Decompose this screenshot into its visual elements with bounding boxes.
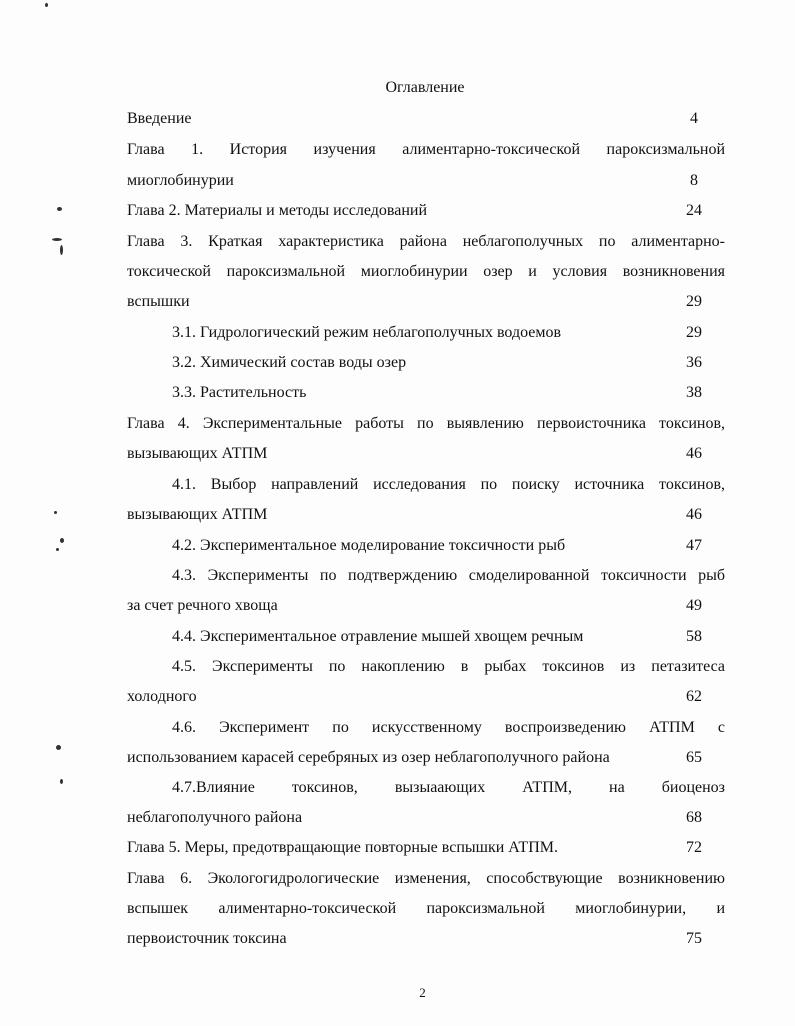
toc-entry [127, 352, 725, 374]
toc-entry-text: Глава 3. Краткая характеристика района неблагополучных по алиментарно- [127, 233, 725, 250]
toc-entry-text: вызывающих АТПМ [127, 445, 268, 462]
toc-entry [127, 535, 725, 557]
toc-entry [127, 777, 725, 799]
toc-entry-page: 4 [690, 110, 698, 127]
toc-entry-text: 3.2. Химический состав воды озер [172, 354, 407, 371]
toc-entry [127, 443, 725, 465]
toc-entry [127, 717, 725, 739]
toc-entry [127, 626, 725, 648]
toc-entry-text: 4.7.Влияние токсинов, вызыаающих АТПМ, на биоценоз [172, 779, 725, 796]
scan-speck [54, 511, 57, 514]
toc-entry [127, 231, 725, 253]
toc-entry-text: 3.3. Растительность [172, 384, 307, 401]
toc-entry [127, 139, 725, 161]
toc-entry [127, 837, 725, 859]
toc-entry-text: 4.1. Выбор направлений исследования по поиску источника токсинов, [172, 476, 725, 493]
toc-entry [127, 200, 725, 222]
toc-entry-text: вспышек алиментарно-токсической пароксизмальной миоглобинурии, и [127, 900, 725, 917]
toc-entry-text: Глава 6. Экологогидрологические изменения, способствующие возникновению [127, 870, 725, 887]
scan-speck [60, 245, 63, 255]
scan-speck [52, 238, 62, 241]
toc-entry [127, 868, 725, 890]
toc-entry-page: 72 [686, 839, 702, 856]
toc-entry-page: 68 [686, 809, 702, 826]
toc-entry [127, 898, 725, 920]
toc-entry [127, 504, 725, 526]
toc-entry [127, 170, 725, 192]
page-number: 2 [419, 985, 426, 1000]
toc-entry-text: 4.6. Эксперимент по искусственному воспроизведению АТПМ с [172, 719, 725, 736]
toc-entry-text: миоглобинурии [127, 172, 234, 189]
page-title: Оглавление [385, 79, 465, 96]
toc-entry-text: Глава 4. Экспериментальные работы по выявлению первоисточника токсинов, [127, 415, 725, 432]
toc-entry-page: 38 [686, 384, 702, 401]
scan-speck [60, 779, 63, 784]
toc-entry [127, 474, 725, 496]
scan-speck [56, 745, 61, 750]
toc-entry-page: 29 [686, 324, 702, 341]
toc-entry-text: холодного [127, 688, 197, 705]
toc-entry-text: Глава 1. История изучения алиментарно-токсической пароксизмальной [127, 141, 725, 158]
toc-entry-text: Глава 5. Меры, предотвращающие повторные вспышки АТПМ. [127, 839, 558, 856]
toc-entry [127, 382, 725, 404]
toc-entry [127, 565, 725, 587]
toc-entry [127, 322, 725, 344]
toc-entry-text: первоисточник токсина [127, 930, 287, 947]
toc-entry-text: вспышки [127, 293, 190, 310]
scan-speck [45, 3, 48, 7]
toc-entry [127, 413, 725, 435]
toc-entry-text: 3.1. Гидрологический режим неблагополучных водоемов [172, 324, 562, 341]
toc-entry [127, 747, 725, 769]
toc-entry-page: 46 [686, 445, 702, 462]
scan-speck [60, 538, 64, 543]
toc-entry-page: 8 [690, 172, 698, 189]
toc-entry-page: 58 [686, 628, 702, 645]
toc-entry-page: 65 [686, 749, 702, 766]
scan-speck [57, 207, 62, 211]
toc-entry-page: 49 [686, 597, 702, 614]
toc-entry [127, 928, 725, 950]
toc-entry-text: 4.4. Экспериментальное отравление мышей хвощем речным [172, 628, 584, 645]
toc-entry-text: использованием карасей серебряных из озер неблагополучного района [127, 749, 610, 766]
toc-entry-text: неблагополучного района [127, 809, 303, 826]
toc-entry-page: 36 [686, 354, 702, 371]
toc-entry-page: 75 [686, 930, 702, 947]
toc-entry-page: 46 [686, 506, 702, 523]
scan-speck [56, 548, 59, 551]
toc-entry [127, 595, 725, 617]
toc-entry [127, 656, 725, 678]
toc-entry [127, 261, 725, 283]
toc-entry [127, 108, 725, 130]
toc-entry-text: вызывающих АТПМ [127, 506, 268, 523]
toc-entry-text: 4.5. Эксперименты по накоплению в рыбах токсинов из петазитеса [172, 658, 725, 675]
toc-entry-text: Введение [127, 110, 192, 127]
toc-entry-page: 29 [686, 293, 702, 310]
toc-entry [127, 291, 725, 313]
toc-entry-text: 4.3. Эксперименты по подтверждению смоделированной токсичности рыб [172, 567, 725, 584]
toc-entry-text: 4.2. Экспериментальное моделирование токсичности рыб [172, 537, 566, 554]
toc-entry [127, 807, 725, 829]
toc-entry-page: 24 [686, 202, 702, 219]
toc-entry-text: за счет речного хвоща [127, 597, 278, 614]
toc-entry-text: токсической пароксизмальной миоглобинурии озер и условия возникновения [127, 263, 725, 280]
toc-entry-page: 47 [686, 537, 702, 554]
toc-entry [127, 686, 725, 708]
toc-entry-text: Глава 2. Материалы и методы исследований [127, 202, 428, 219]
toc-entry-page: 62 [686, 688, 702, 705]
